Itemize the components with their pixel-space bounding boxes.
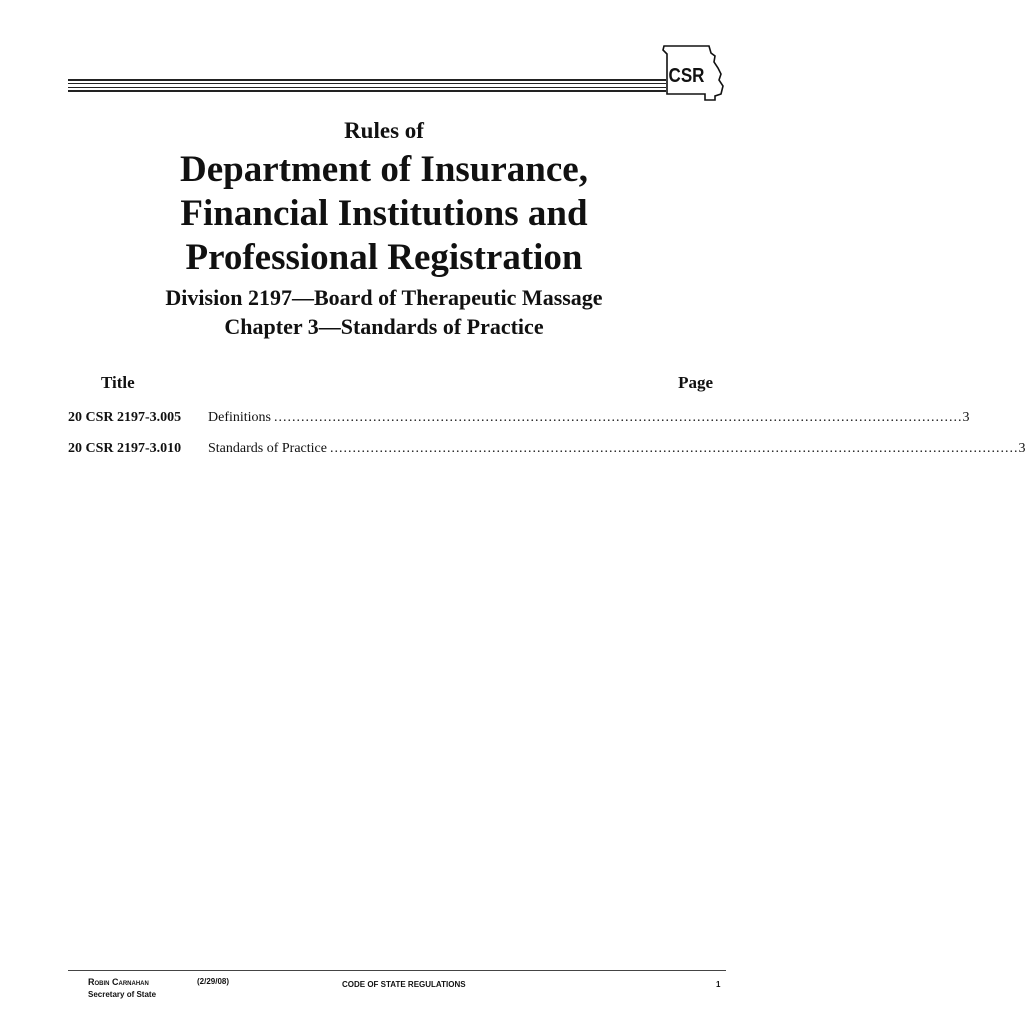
toc-entry[interactable] — [68, 441, 1025, 459]
footer-page-number: 1 — [716, 980, 721, 989]
toc-entry-page: 3 — [962, 410, 970, 425]
toc-leader-dots: ......................................................................................................................................................... — [329, 441, 1019, 456]
header-rule — [68, 79, 666, 94]
department-title-line: Financial Institutions and — [180, 193, 588, 234]
footer-publication: CODE OF STATE REGULATIONS — [342, 980, 466, 989]
toc-entry[interactable] — [68, 410, 970, 428]
rules-of-label: Rules of — [344, 118, 424, 143]
department-title — [0, 148, 768, 280]
toc-entry-number: 20 CSR 2197-3.010 — [68, 441, 182, 456]
chapter-heading: Chapter 3—Standards of Practice — [224, 314, 544, 339]
footer-secretary-title: Secretary of State — [88, 990, 157, 999]
missouri-state-outline-icon — [661, 44, 725, 102]
csr-logo — [661, 44, 725, 102]
department-title-line: Department of Insurance, — [180, 149, 588, 190]
toc-leader-dots: ......................................................................................................................................................... — [274, 410, 963, 425]
footer-secretary-name: Robin Carnahan — [88, 977, 149, 987]
toc-entry-number: 20 CSR 2197-3.005 — [68, 410, 182, 425]
department-title-line: Professional Registration — [185, 237, 583, 278]
footer-rule — [68, 970, 726, 971]
division-heading: Division 2197—Board of Therapeutic Massage — [165, 285, 603, 310]
logo-text: CSR — [668, 63, 705, 87]
toc-entry-name: Standards of Practice — [208, 441, 327, 456]
toc-entry-page: 3 — [1018, 441, 1025, 456]
toc-page-header: Page — [678, 373, 713, 392]
toc-entry-name: Definitions — [208, 410, 271, 425]
toc-title-header: Title — [101, 373, 135, 392]
footer-date: (2/29/08) — [197, 977, 230, 986]
